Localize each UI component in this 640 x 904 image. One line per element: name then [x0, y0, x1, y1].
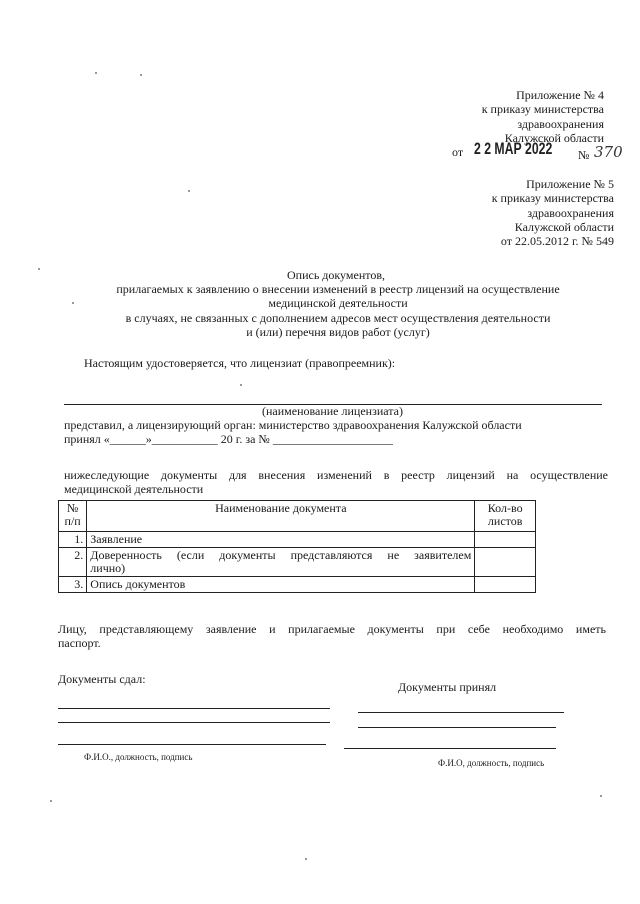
row-num: 3.: [59, 577, 87, 593]
appendix-4-from-label: от: [452, 145, 464, 159]
documents-table: [58, 500, 536, 593]
received-signature-line-2: [358, 727, 556, 728]
header-doc-name: Наименование документа: [87, 501, 475, 532]
handed-caption: Ф.И.О., должность, подпись: [84, 752, 193, 762]
appendix-5-line2: здравоохранения: [527, 206, 614, 220]
handed-signature-line-2: [58, 722, 330, 723]
header-num-line2: п/п: [64, 514, 81, 528]
scan-speck: [72, 302, 74, 304]
row-doc-name-line1: Доверенность (если документы представляются не заявителем: [90, 548, 472, 562]
scan-speck: [140, 74, 142, 76]
heading-line3: медицинской деятельности: [268, 296, 408, 310]
row-doc-name-line2: лично): [90, 561, 126, 575]
header-count-line1: Кол-во: [487, 501, 523, 515]
scan-speck: [95, 72, 97, 74]
heading-line4: в случаях, не связанных с дополнением адресов мест осуществления деятельности: [125, 311, 551, 325]
row-count: [475, 577, 536, 593]
received-signature-line-3: [344, 748, 556, 749]
scan-speck: [600, 795, 602, 797]
received-label: Документы принял: [398, 680, 497, 694]
header-num-line1: №: [66, 501, 79, 515]
table-row: [59, 548, 536, 577]
appendix-5-line1: к приказу министерства: [491, 191, 614, 205]
heading-line1: Опись документов,: [286, 268, 385, 282]
submitted-line: представил, а лицензирующий орган: министерство здравоохранения Калужской области: [64, 418, 522, 432]
following-docs-text-2: медицинской деятельности: [64, 482, 204, 496]
table-header-row: [59, 501, 536, 532]
row-count: [475, 532, 536, 548]
row-num: 2.: [59, 548, 87, 577]
appendix-4-line1: к приказу министерства: [481, 102, 604, 116]
received-caption: Ф.И.О, должность, подпись: [438, 758, 545, 768]
row-count: [475, 548, 536, 577]
row-num: 1.: [59, 532, 87, 548]
row-doc-name: Заявление: [87, 532, 475, 548]
appendix-4-title: Приложение № 4: [516, 88, 604, 102]
passport-note-line1: Лицу, представляющему заявление и прилагаемые документы при себе необходимо иметь: [58, 622, 606, 636]
row-doc-name: [87, 548, 475, 577]
appendix-5-title: Приложение № 5: [526, 177, 614, 191]
received-signature-line-1: [358, 712, 564, 713]
header-count-line2: листов: [487, 514, 523, 528]
scan-speck: [50, 800, 52, 802]
handed-signature-line-3: [58, 744, 326, 745]
scan-speck: [305, 858, 307, 860]
row-doc-name: Опись документов: [87, 577, 475, 593]
appendix-4-number-label: №: [578, 148, 590, 162]
licensee-caption: (наименование лицензиата): [262, 404, 403, 418]
following-docs-text: нижеследующие документы для внесения изменений в реестр лицензий на осуществление: [64, 468, 608, 482]
table-row: [59, 577, 536, 593]
appendix-5-line3: Калужской области: [514, 220, 614, 234]
handed-signature-line-1: [58, 708, 330, 709]
header-num: [59, 501, 87, 532]
appendix-4-line2: здравоохранения: [517, 117, 604, 131]
accepted-line: принял «______»___________ 20 г. за № ____________________: [64, 432, 393, 446]
table-row: [59, 532, 536, 548]
heading-line5: и (или) перечня видов работ (услуг): [246, 325, 430, 339]
scan-speck: [240, 384, 242, 386]
handed-label: Документы сдал:: [58, 672, 146, 686]
header-count: [475, 501, 536, 532]
date-stamp: 2 2 МАР 2022: [474, 139, 553, 158]
handwritten-number: 370: [594, 143, 623, 161]
passport-note-line2: паспорт.: [58, 636, 101, 650]
scan-speck: [38, 268, 40, 270]
appendix-5-line4: от 22.05.2012 г. № 549: [500, 234, 614, 248]
certify-text: Настоящим удостоверяется, что лицензиат (правопреемник):: [84, 356, 396, 370]
heading-line2: прилагаемых к заявлению о внесении изменений в реестр лицензий на осуществление: [116, 282, 560, 296]
appendix-4-line3: Калужской области: [504, 131, 604, 145]
scan-speck: [188, 190, 190, 192]
